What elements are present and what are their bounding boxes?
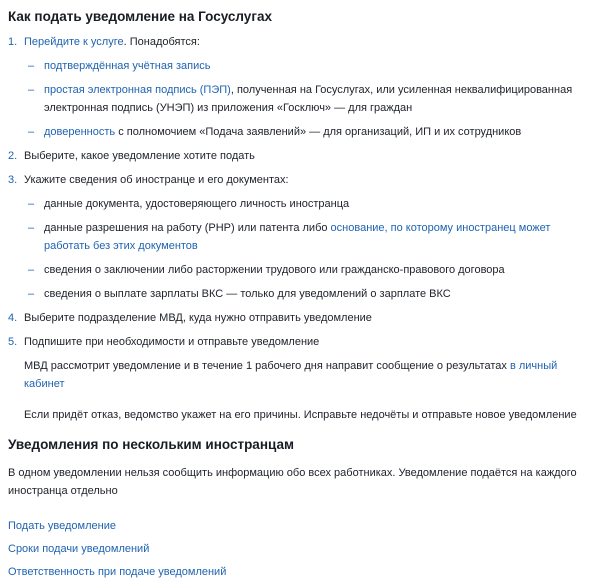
list-number: 2. xyxy=(8,150,18,162)
paragraph xyxy=(24,406,594,424)
inline-link[interactable]: Перейдите к услуге xyxy=(24,36,124,48)
bullet-list-item xyxy=(28,57,594,75)
text-segment: Выберите, какое уведомление хотите подать xyxy=(24,150,255,162)
inline-link[interactable]: в личный кабинет xyxy=(24,360,558,390)
related-link-row xyxy=(8,540,594,558)
inline-link[interactable]: доверенность xyxy=(44,126,116,138)
list-number: 4. xyxy=(8,312,18,324)
dash-marker: – xyxy=(28,60,35,72)
list-item-text xyxy=(44,81,594,117)
dash-marker: – xyxy=(28,288,35,300)
related-link[interactable]: Подать уведомление xyxy=(8,520,116,532)
text-segment: Укажите сведения об иностранце и его документах: xyxy=(24,174,289,186)
list-item-text xyxy=(24,171,594,189)
list-item-text xyxy=(24,33,594,51)
related-link-row xyxy=(8,517,594,535)
text-segment: В одном уведомлении нельзя сообщить информацию обо всех работниках. Уведомление подаётся на каждого иностранца отдельно xyxy=(8,467,577,497)
bullet-list-item xyxy=(28,123,594,141)
list-item-text xyxy=(44,285,594,303)
inline-link[interactable]: подтверждённая учётная запись xyxy=(44,60,211,72)
related-link-row xyxy=(8,563,594,581)
text-segment: Выберите подразделение МВД, куда нужно отправить уведомление xyxy=(24,312,372,324)
list-item-text xyxy=(24,309,594,327)
list-number: 1. xyxy=(8,36,18,48)
section-heading: Как подать уведомление на Госуслугах xyxy=(8,9,272,24)
list-number: 3. xyxy=(8,174,18,186)
text-segment: с полномочием «Подача заявлений» — для организаций, ИП и их сотрудников xyxy=(115,126,522,138)
dash-marker: – xyxy=(28,222,35,234)
list-item-text xyxy=(24,147,594,165)
text-segment: сведения о заключении либо расторжении трудового или гражданско-правового договора xyxy=(44,264,505,276)
related-link[interactable]: Сроки подачи уведомлений xyxy=(8,543,150,555)
text-segment: данные документа, удостоверяющего личность иностранца xyxy=(44,198,350,210)
dash-marker: – xyxy=(28,198,35,210)
numbered-list-item xyxy=(8,147,594,165)
text-segment: сведения о выплате зарплаты ВКС — только для уведомлений о зарплате ВКС xyxy=(44,288,451,300)
article xyxy=(8,8,594,581)
numbered-list-item xyxy=(8,171,594,189)
text-segment: Подпишите при необходимости и отправьте уведомление xyxy=(24,336,320,348)
paragraph xyxy=(24,357,594,393)
dash-marker: – xyxy=(28,264,35,276)
bullet-list-item xyxy=(28,285,594,303)
bullet-list-item xyxy=(28,195,594,213)
text-segment: данные разрешения на работу (РНР) или патента либо xyxy=(44,222,331,234)
bullet-list-item xyxy=(28,219,594,255)
list-item-text xyxy=(44,219,594,255)
numbered-list-item xyxy=(8,333,594,351)
text-segment: МВД рассмотрит уведомление и в течение 1 рабочего дня направит сообщение о результатах xyxy=(24,360,510,372)
dash-marker: – xyxy=(28,84,35,96)
list-item-text xyxy=(44,261,594,279)
list-item-text xyxy=(44,195,594,213)
numbered-list-item xyxy=(8,33,594,51)
related-link[interactable]: Ответственность при подаче уведомлений xyxy=(8,566,227,578)
list-item-text xyxy=(44,123,594,141)
text-segment: . Понадобятся: xyxy=(123,36,200,48)
inline-link[interactable]: основание, по которому иностранец может работать без этих документов xyxy=(44,222,551,252)
paragraph xyxy=(8,464,594,500)
text-segment: , полученная на Госуслугах, или усиленная неквалифицированная электронная подпись (УНЭП) из приложения «Госключ» — для граждан xyxy=(44,84,573,114)
list-number: 5. xyxy=(8,336,18,348)
list-item-text xyxy=(44,57,594,75)
section-heading: Уведомления по нескольким иностранцам xyxy=(8,437,294,452)
list-item-text xyxy=(24,333,594,351)
bullet-list-item xyxy=(28,261,594,279)
dash-marker: – xyxy=(28,126,35,138)
inline-link[interactable]: простая электронная подпись (ПЭП) xyxy=(44,84,231,96)
bullet-list-item xyxy=(28,81,594,117)
text-segment: Если придёт отказ, ведомство укажет на его причины. Исправьте недочёты и отправьте новое уведомление xyxy=(24,409,577,421)
numbered-list-item xyxy=(8,309,594,327)
